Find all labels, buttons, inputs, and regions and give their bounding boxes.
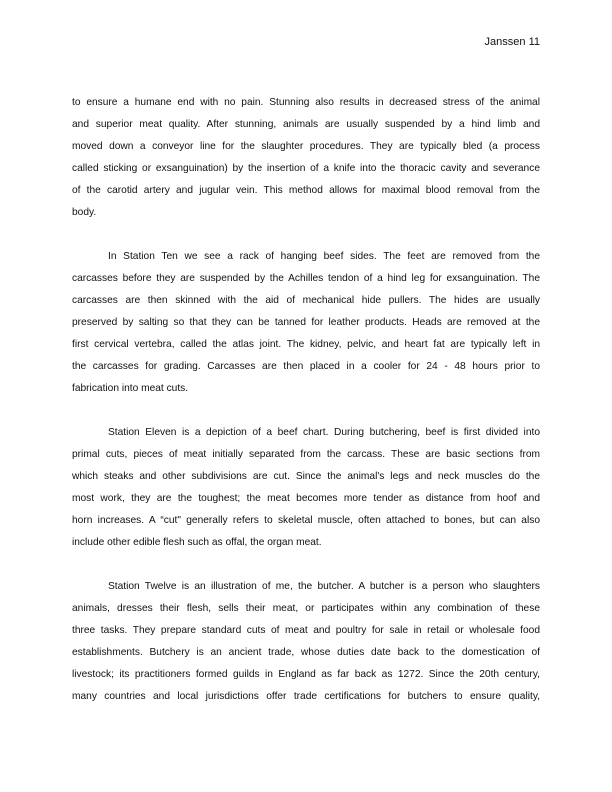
text-line: animals, dresses their flesh, sells their meat, or participates within any combination of these	[72, 603, 540, 614]
text-line: livestock; its practitioners formed guilds in England as far back as 1272. Since the 20th century,	[72, 669, 540, 680]
text-line: Station Eleven is a depiction of a beef chart. During butchering, beef is first divided into	[108, 427, 540, 438]
text-line: body.	[72, 207, 97, 218]
paragraph	[72, 580, 540, 712]
text-line: to ensure a humane end with no pain. Stunning also results in decreased stress of the animal	[72, 97, 540, 108]
text-line: which steaks and other subdivisions are cut. Since the animal's legs and neck muscles do the	[72, 471, 540, 482]
text-line: three tasks. They prepare standard cuts of meat and poultry for sale in retail or wholesale food	[72, 625, 540, 636]
running-head: Janssen 11	[484, 36, 540, 48]
text-line: In Station Ten we see a rack of hanging beef sides. The feet are removed from the	[108, 251, 540, 262]
text-line: Station Twelve is an illustration of me, the butcher. A butcher is a person who slaughters	[108, 581, 540, 592]
text-line: horn increases. A “cut" generally refers to skeletal muscle, often attached to bones, but can also	[72, 515, 540, 526]
paragraph	[72, 96, 540, 228]
text-line: carcasses are then skinned with the aid of mechanical hide pullers. The hides are usually	[72, 295, 540, 306]
text-line: most work, they are the toughest; the meat becomes more tender as distance from hoof and	[72, 493, 540, 504]
text-line: moved down a conveyor line for the slaughter procedures. They are typically bled (a process	[72, 141, 540, 152]
paragraph	[72, 426, 540, 558]
text-line: of the carotid artery and jugular vein. This method allows for maximal blood removal from the	[72, 185, 540, 196]
text-line: many countries and local jurisdictions offer trade certifications for butchers to ensure quality,	[72, 691, 540, 702]
text-line: the carcasses for grading. Carcasses are then placed in a cooler for 24 - 48 hours prior to	[72, 361, 540, 372]
text-line: and superior meat quality. After stunning, animals are usually suspended by a hind limb and	[72, 119, 540, 130]
text-line: carcasses before they are suspended by the Achilles tendon of a hind leg for exsanguination. The	[72, 273, 540, 284]
text-line: primal cuts, pieces of meat initially separated from the carcass. These are basic sections from	[72, 449, 540, 460]
text-line: establishments. Butchery is an ancient trade, whose duties date back to the domestication of	[72, 647, 540, 658]
text-line: called sticking or exsanguination) by the insertion of a knife into the thoracic cavity and severance	[72, 163, 540, 174]
text-line: preserved by salting so that they can be tanned for leather products. Heads are removed at the	[72, 317, 540, 328]
text-line: fabrication into meat cuts.	[72, 383, 189, 394]
document-body	[72, 96, 540, 734]
text-line: include other edible flesh such as offal, the organ meat.	[72, 537, 322, 548]
paragraph	[72, 250, 540, 404]
text-line: first cervical vertebra, called the atlas joint. The kidney, pelvic, and heart fat are typically left in	[72, 339, 540, 350]
